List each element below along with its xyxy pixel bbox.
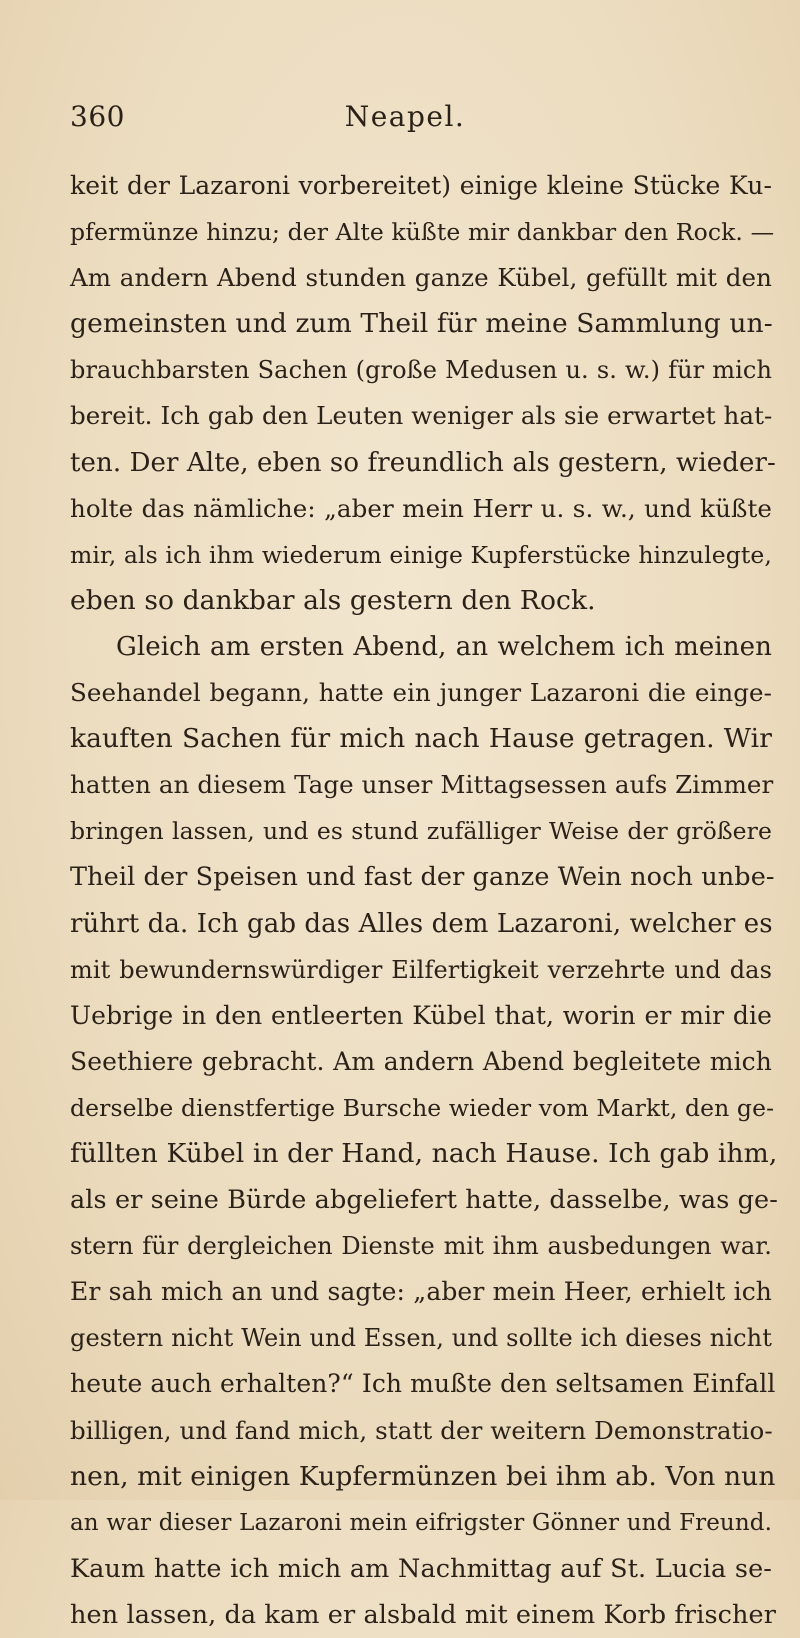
text-line: Theil der Speisen und fast der ganze Wein noch unbe- xyxy=(70,862,775,893)
text-line: brauchbarsten Sachen (große Medusen u. s. w.) für mich xyxy=(70,356,772,385)
text-line: ten. Der Alte, eben so freundlich als gestern, wieder- xyxy=(70,447,776,478)
text-line: bereit. Ich gab den Leuten weniger als sie erwartet hat- xyxy=(70,401,773,431)
body-text xyxy=(70,163,778,1638)
text-line: hen lassen, da kam er alsbald mit einem Korb frischer xyxy=(70,1599,777,1630)
text-line: gemeinsten und zum Theil für meine Sammlung un- xyxy=(70,308,773,340)
text-line: kauften Sachen für mich nach Hause getragen. Wir xyxy=(70,723,772,755)
text-line: Seethiere gebracht. Am andern Abend begleitete mich xyxy=(70,1046,772,1076)
running-title: Neapel. xyxy=(344,100,466,133)
text-line: füllten Kübel in der Hand, nach Hause. Ich gab ihm, xyxy=(70,1137,778,1169)
text-line: heute auch erhalten?“ Ich mußte den seltsamen Einfall xyxy=(70,1369,776,1399)
text-line: billigen, und fand mich, statt der weitern Demonstratio- xyxy=(70,1415,773,1445)
text-line: Seehandel begann, hatte ein junger Lazaroni die einge- xyxy=(70,678,772,708)
text-line: als er seine Bürde abgeliefert hatte, dasselbe, was ge- xyxy=(70,1185,778,1216)
text-line: holte das nämliche: „aber mein Herr u. s. w., und küßte xyxy=(70,493,772,523)
text-line: stern für dergleichen Dienste mit ihm ausbedungen war. xyxy=(70,1232,772,1261)
page-number: 360 xyxy=(70,100,125,133)
text-line: keit der Lazaroni vorbereitet) einige kleine Stücke Ku- xyxy=(70,171,772,200)
text-line: an war dieser Lazaroni mein eifrigster Gönner und Freund. xyxy=(70,1509,772,1536)
text-line: Uebrige in den entleerten Kübel that, worin er mir die xyxy=(70,1000,772,1030)
text-line: mit bewundernswürdiger Eilfertigkeit verzehrte und das xyxy=(70,955,772,984)
text-line: gestern nicht Wein und Essen, und sollte ich dieses nicht xyxy=(70,1324,772,1353)
text-line: bringen lassen, und es stund zufälliger Weise der größere xyxy=(70,817,772,846)
page-header xyxy=(70,100,740,140)
text-line: Kaum hatte ich mich am Nachmittag auf St. Lucia se- xyxy=(70,1553,772,1584)
text-line: nen, mit einigen Kupfermünzen bei ihm ab. Von nun xyxy=(70,1460,776,1492)
text-line: mir, als ich ihm wiederum einige Kupferstücke hinzulegte, xyxy=(70,540,773,569)
text-line: derselbe dienstfertige Bursche wieder vom Markt, den ge- xyxy=(70,1093,775,1122)
paragraph-end-line: eben so dankbar als gestern den Rock. xyxy=(70,584,596,616)
text-line: hatten an diesem Tage unser Mittagsessen aufs Zimmer xyxy=(70,770,774,800)
text-line: Er sah mich an und sagte: „aber mein Heer, erhielt ich xyxy=(70,1277,772,1307)
paragraph-start-line: Gleich am ersten Abend, an welchem ich meinen xyxy=(116,631,772,662)
text-line: Am andern Abend stunden ganze Kübel, gefüllt mit den xyxy=(70,263,772,293)
text-line: pfermünze hinzu; der Alte küßte mir dankbar den Rock. — xyxy=(70,218,775,247)
text-line: rührt da. Ich gab das Alles dem Lazaroni, welcher es xyxy=(70,908,773,939)
